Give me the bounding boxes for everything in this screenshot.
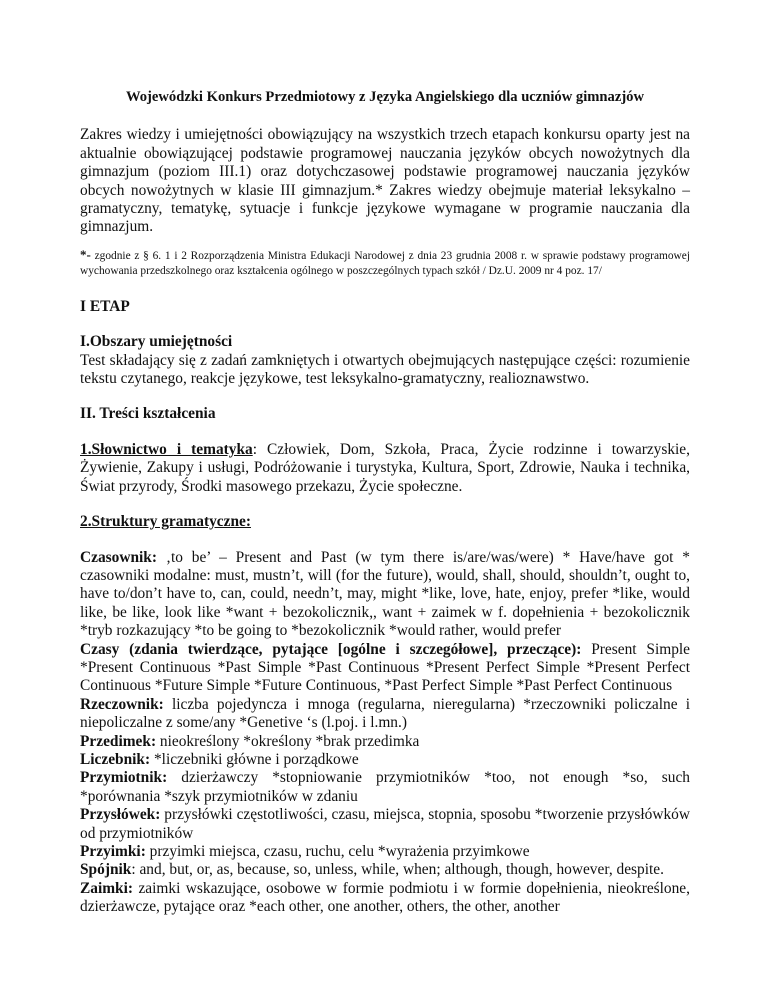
grammar-item: [80, 696, 690, 733]
footnote-marker: *-: [80, 246, 91, 262]
grammar-text: ‚to be’ – Present and Past (w tym there is/are/was/were) * Have/have got * czasowniki modalne: must, mustn’t, will (for the future), would, shall, should, shouldn’t, ought to, have to/don’t have to, can, could, needn’t, may, might *like, love, hate, enjoy, prefer *like, would like, be like, look like *want + bezokolicznik,, want + zaimek w f. dopełnienia + bezokolicznik *tryb rozkazujący *to be going to *bezokolicznik *would rather, would prefer: [80, 548, 690, 640]
grammar-term: Przedimek:: [80, 732, 157, 750]
grammar-text: przyimki miejsca, czasu, ruchu, celu *wyrażenia przyimkowe: [145, 843, 530, 860]
grammar-text: zaimki wskazujące, osobowe w formie podmiotu i w formie dopełnienia, nieokreślone, dzierżawcze, pytające oraz *each other, one another, others, the other, another: [80, 879, 690, 916]
grammar-term: Zaimki:: [80, 879, 134, 897]
grammar-text: *liczebniki główne i porządkowe: [150, 750, 359, 768]
grammar-item: [80, 733, 690, 751]
section-skills: [80, 333, 690, 388]
footnote-text: zgodnie z § 6. 1 i 2 Rozporządzenia Ministra Edukacji Narodowej z dnia 23 grudnia 2008 r. w sprawie podstawy programowej wychowania przedszkolnego oraz kształcenia ogólnego w poszczególnych typach szkół / Dz.U. 2009 nr 4 poz. 17/: [80, 249, 690, 278]
grammar-item: [80, 751, 690, 769]
grammar-list: [80, 549, 690, 917]
grammar-label: 2.Struktury gramatyczne:: [80, 513, 251, 531]
document-title: Wojewódzki Konkurs Przedmiotowy z Języka Angielskiego dla uczniów gimnazjów: [125, 89, 645, 105]
grammar-term: Czasy (zdania twierdzące, pytające [ogólne i szczegółowe], przeczące):: [80, 640, 582, 658]
grammar-item: [80, 861, 690, 879]
grammar-term: Przysłówek:: [80, 806, 161, 824]
grammar-item: [80, 880, 690, 917]
grammar-term: Spójnik: [80, 861, 132, 879]
grammar-text: liczba pojedyncza i mnoga (regularna, nieregularna) *rzeczowniki policzalne i niepoliczalne z some/any *Genetive ‘s (l.poj. i l.mn.): [80, 695, 690, 732]
vocabulary-label: 1.Słownictwo i tematyka: [80, 440, 253, 458]
footnote: [80, 247, 690, 280]
grammar-text: nieokreślony *określony *brak przedimka: [156, 732, 420, 750]
grammar-item: [80, 843, 690, 861]
vocabulary-text: : Człowiek, Dom, Szkoła, Praca, Życie rodzinne i towarzyskie, Żywienie, Zakupy i usługi, Podróżowanie i turystyka, Kultura, Sport, Zdrowie, Nauka i technika, Świat przyrody, Środki masowego przekazu, Życie społeczne.: [80, 440, 690, 495]
grammar-text: : and, but, or, as, because, so, unless, while, when; although, though, however, despite.: [131, 861, 664, 879]
grammar-term: Przymiotnik:: [80, 769, 168, 787]
stage-heading: I ETAP: [80, 297, 130, 315]
grammar-text: przysłówki częstotliwości, czasu, miejsca, stopnia, sposobu *tworzenie przysłówków od przymiotników: [80, 806, 690, 842]
vocabulary-paragraph: [80, 441, 690, 496]
grammar-item: [80, 769, 690, 806]
grammar-item: [80, 641, 690, 696]
grammar-text: Present Simple *Present Continuous *Past Simple *Past Continuous *Present Perfect Simple *Present Perfect Continuous *Future Simple *Future Continuous, *Past Perfect Simple *Past Perfect Continuous: [80, 640, 690, 695]
grammar-item: [80, 549, 690, 641]
intro-paragraph: Zakres wiedzy i umiejętności obowiązujący na wszystkich trzech etapach konkursu oparty jest na aktualnie obowiązującej podstawie programowej nauczania języków obcych nowożytnych dla gimnazjum (poziom III.1) oraz dotychczasowej podstawie programowej nauczania języków obcych nowożytnych w klasie III gimnazjum.* Zakres wiedzy obejmuje materiał leksykalno – gramatyczny, tematykę, sytuacje i funkcje językowe wymagane w programie nauczania dla gimnazjum.: [80, 126, 690, 236]
section-skills-heading: I.Obszary umiejętności: [80, 333, 233, 351]
document-page: [80, 88, 690, 917]
grammar-heading-block: [80, 513, 690, 531]
section-skills-text: Test składający się z zadań zamkniętych i otwartych obejmujących następujące części: rozumienie tekstu czytanego, reakcje językowe, test leksykalno-gramatyczny, realioznawstwo.: [80, 351, 690, 388]
grammar-item: [80, 806, 690, 843]
grammar-term: Rzeczownik:: [80, 695, 164, 713]
grammar-term: Przyimki:: [80, 843, 146, 860]
section-content-heading: II. Treści kształcenia: [80, 405, 216, 423]
grammar-term: Czasownik:: [80, 548, 157, 566]
grammar-term: Liczebnik:: [80, 750, 151, 768]
grammar-text: dzierżawczy *stopniowanie przymiotników *too, not enough *so, such *porównania *szyk przymiotników w zdaniu: [80, 769, 690, 805]
